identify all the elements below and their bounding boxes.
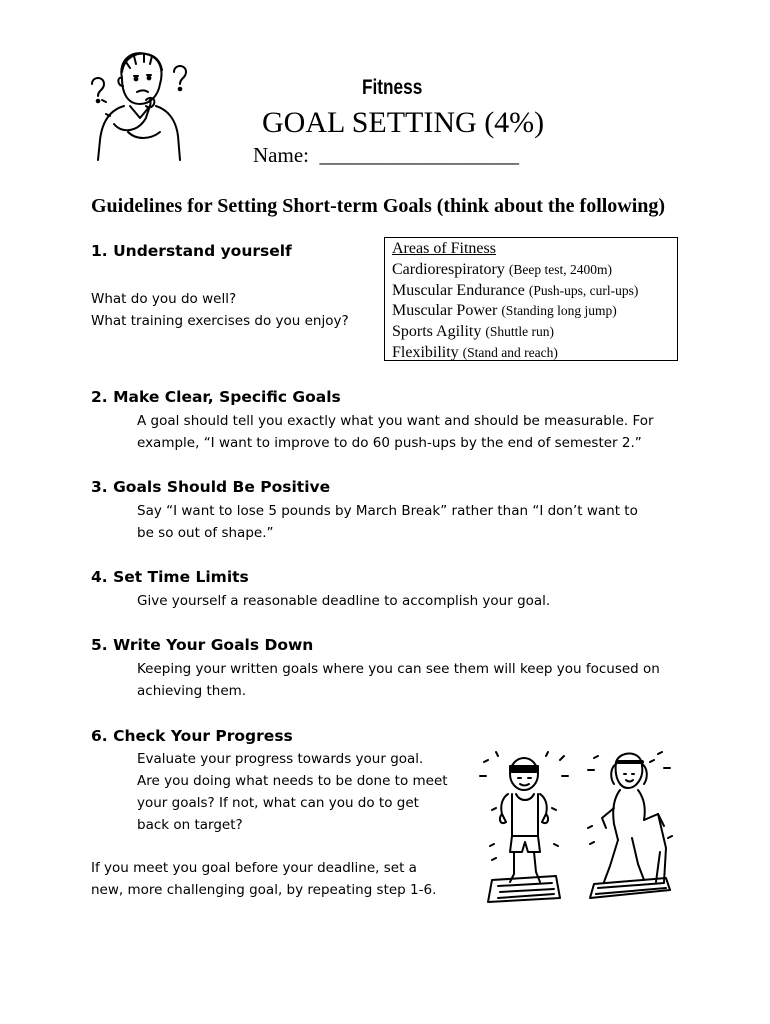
section-6-heading: 6. Check Your Progress <box>91 727 293 745</box>
guidelines-heading: Guidelines for Setting Short-term Goals (think about the following) <box>91 195 666 217</box>
closing-line-2: new, more challenging goal, by repeating step 1-6. <box>91 882 437 898</box>
thinking-person-illustration <box>84 44 196 172</box>
section-2-line-2: example, “I want to improve to do 60 push-ups by the end of semester 2.” <box>137 435 642 451</box>
fitness-area-name: Muscular Endurance <box>392 281 525 299</box>
fitness-area-test: (Standing long jump) <box>501 303 617 319</box>
section-4-heading: 4. Set Time Limits <box>91 568 249 586</box>
section-3-heading: 3. Goals Should Be Positive <box>91 478 331 496</box>
subject-heading: Fitness <box>362 76 423 99</box>
fitness-area-test: (Beep test, 2400m) <box>508 261 612 277</box>
fitness-area-test: (Push-ups, curl-ups) <box>528 282 639 298</box>
name-blank: ___________________ <box>308 143 519 167</box>
section-2-line-1: A goal should tell you exactly what you want and should be measurable. For <box>137 413 654 429</box>
stepper-man-illustration <box>478 748 570 908</box>
section-5-heading: 5. Write Your Goals Down <box>91 636 314 654</box>
section-6-line-2: Are you doing what needs to be done to meet <box>137 773 448 789</box>
stepper-woman-illustration <box>580 748 680 908</box>
page-title: GOAL SETTING (4%) <box>262 106 545 139</box>
fitness-area-row <box>392 260 677 281</box>
section-5-line-1: Keeping your written goals where you can see them will keep you focused on <box>137 661 660 677</box>
areas-of-fitness-box <box>384 237 678 361</box>
section-1-line-2: What training exercises do you enjoy? <box>91 313 349 329</box>
section-6-line-1: Evaluate your progress towards your goal. <box>137 751 424 767</box>
fitness-area-row <box>392 301 677 322</box>
section-3-line-1: Say “I want to lose 5 pounds by March Break” rather than “I don’t want to <box>137 503 638 519</box>
section-6-line-3: your goals? If not, what can you do to get <box>137 795 419 811</box>
section-4-line-1: Give yourself a reasonable deadline to accomplish your goal. <box>137 593 551 609</box>
section-6-line-4: back on target? <box>137 817 243 833</box>
fitness-area-name: Sports Agility <box>392 323 482 341</box>
section-1-line-1: What do you do well? <box>91 291 237 307</box>
fitness-area-row <box>392 343 677 364</box>
name-label: Name: <box>253 143 309 167</box>
fitness-area-test: (Stand and reach) <box>462 344 558 360</box>
closing-line-1: If you meet you goal before your deadline, set a <box>91 860 417 876</box>
fitness-area-name: Flexibility <box>392 343 459 361</box>
fitness-area-row <box>392 322 677 343</box>
name-field[interactable] <box>253 143 519 168</box>
fitness-area-row <box>392 281 677 302</box>
fitness-area-name: Cardiorespiratory <box>392 260 505 278</box>
section-5-line-2: achieving them. <box>137 683 247 699</box>
fitness-area-name: Muscular Power <box>392 302 498 320</box>
section-3-line-2: be so out of shape.” <box>137 525 274 541</box>
section-1-heading: 1. Understand yourself <box>91 242 292 260</box>
areas-of-fitness-header: Areas of Fitness <box>392 240 496 257</box>
fitness-area-test: (Shuttle run) <box>485 324 554 340</box>
section-2-heading: 2. Make Clear, Specific Goals <box>91 388 341 406</box>
